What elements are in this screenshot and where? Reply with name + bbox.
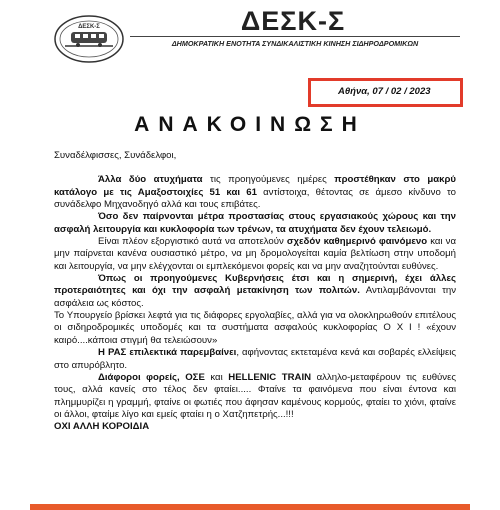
train-logo-icon — [53, 14, 125, 64]
p4-text: Αντιλαμβάνονται την ασφάλεια ως κόστος. — [54, 285, 456, 309]
org-name: ΔΕΣΚ-Σ — [240, 6, 346, 36]
logo-text: ΔΕΣΚ-Σ — [78, 24, 100, 30]
paragraph-governments — [54, 273, 456, 310]
paragraph-accidents — [54, 174, 456, 211]
p1-text-b: τις προηγούμενες ημέρες — [202, 174, 335, 186]
p3-text-a: Είναι πλέον εξοργιστικό αυτά να αποτελούν — [98, 236, 287, 248]
paragraph-safety-measures: Όσο δεν παίρνονται μέτρα προστασίας στους εργασιακούς χώρους και την ασφαλή λειτουργία και κυκλοφορία των τρένων, τα ατυχήματα δεν έχουν τελειωμό. — [54, 211, 456, 235]
paragraph-daily-phenomenon — [54, 236, 456, 273]
p4-bold: Όπως οι προηγούμενες Κυβερνήσεις έτσι και η σημερινή, έχει άλλες προτεραιότητες και όχι την ασφαλή μετακίνηση των πολιτών. — [54, 273, 456, 297]
p7-bold-c: HELLENIC TRAIN — [228, 371, 312, 383]
p3-bold-b: σχεδόν καθημερινό φαινόμενο — [286, 236, 428, 248]
paragraph-ministry: Το Υπουργείο βρίσκει λεφτά για τις διάφορες εργολαβίες, αλλά για να ολοκληρωθούν επιτέλους οι σιδηροδρομικές υποδομές και τα συστήματα ασφαλούς κυκλοφορίας Ο Χ Ι ! «έχουν καιρό....κάποια στιγμή θα τελειώσουν» — [54, 310, 456, 346]
closing-slogan: ΟΧΙ ΑΛΛΗ ΚΟΡΟΙΔΙΑ — [54, 421, 150, 433]
p6-bold: Η ΡΑΣ επιλεκτικά παρεμβαίνει — [98, 347, 237, 359]
p7-bold-a: Διάφοροι φορείς, ΟΣΕ — [98, 371, 205, 383]
p7-text-d: αλληλο-μεταφέρουν τις ευθύνες τους, αλλά κανείς στο τέλος δεν φταίει..... Φταίνε τα φαινόμενα που είναι έντονα και πλημμυρίζει η γραμμή, φταίνε οι φωτιές που άφησαν καμένους κορμούς, φταίει το χιόνι, φταίνε οι άλλοι, φταίμε λίγο και εμείς φταίει η ο Χατζηπετρής...!!! — [54, 371, 456, 420]
p6-text: , αφήνοντας εκτεταμένα κενά και σοβαρές ελλείψεις στο απυρόβλητο. — [54, 347, 456, 371]
p1-bold-a: Άλλα δύο ατυχήματα — [98, 174, 203, 186]
document-date: Αθήνα, 07 / 02 / 2023 — [338, 86, 431, 97]
p3-text-c: και να μην παίρνεται κανένα ουσιαστικό μέτρο, να μη δρομολογείται καμία βελτίωση στην υποδομή και λειτουργία, να μην ελέγχονται οι εμπλεκόμενοι φορείς και να μην αναζητούνται ευθύνες. — [54, 236, 456, 272]
salutation: Συναδέλφισσες, Συνάδελφοι, — [54, 150, 177, 161]
org-full-name: ΔΗΜΟΚΡΑΤΙΚΗ ΕΝΟΤΗΤΑ ΣΥΝΔΙΚΑΛΙΣΤΙΚΗ ΚΙΝΗΣΗ ΣΙΔΗΡΟΔΡΟΜΙΚΩΝ — [171, 39, 419, 48]
document-title: ΑΝΑΚΟΙΝΩΣΗ — [134, 113, 366, 136]
p7-text-b: και — [204, 371, 229, 383]
header-divider — [130, 36, 460, 37]
bottom-highlight-bar — [30, 504, 470, 510]
paragraph-responsibility — [54, 372, 456, 421]
p1-text-d: αντίστοιχα, θέτοντας σε άμεσο κίνδυνο το συνάδελφο Μηχανοδηγό αλλά και τους επιβάτες. — [54, 186, 456, 211]
announcement-body — [54, 150, 456, 434]
paragraph-ras — [54, 347, 456, 372]
p1-bold-c: προστέθηκαν στο μακρύ κατάλογο με τις Αμαξοστοιχίες 51 και 61 — [54, 174, 456, 198]
